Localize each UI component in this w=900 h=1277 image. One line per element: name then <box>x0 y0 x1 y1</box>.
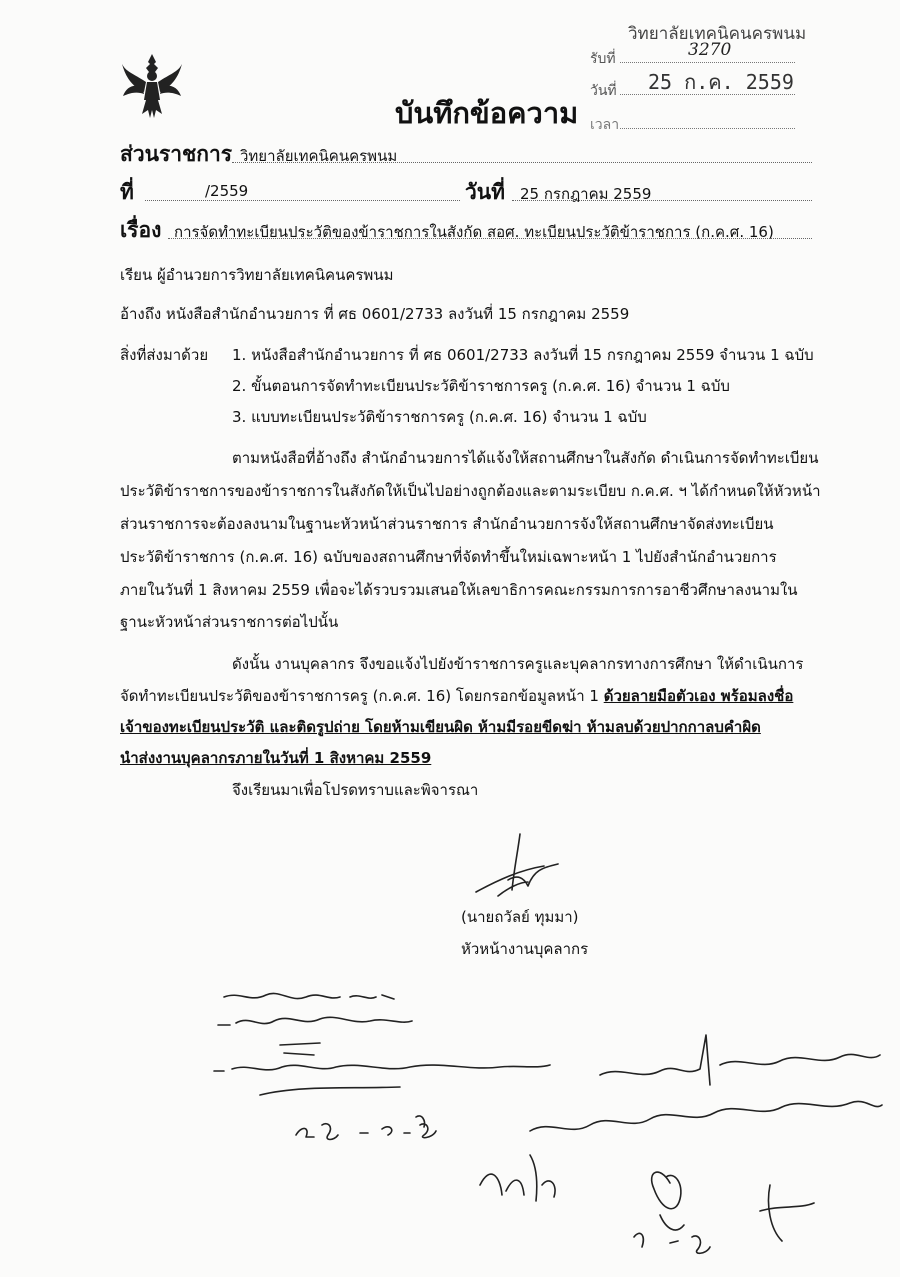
ref-label: ที่ <box>120 180 134 204</box>
date-dotline <box>512 200 812 201</box>
emphasis-text: ด้วยลายมือตัวเอง พร้อมลงชื่อ <box>603 687 794 705</box>
agency-dotline <box>232 162 812 163</box>
body-line: ฐานะหัวหน้าส่วนราชการต่อไปนั้น <box>120 613 339 631</box>
stamp-date-value: 25 ก.ค. 2559 <box>648 70 794 94</box>
receipt-stamp-org: วิทยาลัยเทคนิคนครพนม <box>628 24 807 44</box>
body-line: ดังนั้น งานบุคลากร จึงขอแจ้งไปยังข้าราชการครูและบุคลากรทางการศึกษา ให้ดำเนินการ <box>232 655 804 673</box>
ref-value: /2559 <box>205 182 249 200</box>
body-line: ประวัติข้าราชการของข้าราชการในสังกัดให้เป็นไปอย่างถูกต้องและตามระเบียบ ก.ค.ศ. ฯ ได้กำหนดให้หัวหน้า <box>120 482 821 500</box>
received-dotline <box>620 62 795 63</box>
body-line: ภายในวันที่ 1 สิงหาคม 2559 เพื่อจะได้รวบรวมเสนอให้เลขาธิการคณะกรรมการการอาชีวศึกษาลงนามใน <box>120 581 798 599</box>
received-label: รับที่ <box>590 51 616 67</box>
handwritten-note-right <box>470 1015 890 1265</box>
reference-line: อ้างถึง หนังสือสำนักอำนวยการ ที่ ศธ 0601/2733 ลงวันที่ 15 กรกฎาคม 2559 <box>120 305 630 323</box>
emphasis-line: เจ้าของทะเบียนประวัติ และติดรูปถ่าย โดยห้ามเขียนผิด ห้ามมีรอยขีดฆ่า ห้ามลบด้วยปากกาลบคำผิด <box>120 718 761 736</box>
subject-value: การจัดทำทะเบียนประวัติของข้าราชการในสังกัด สอศ. ทะเบียนประวัติข้าราชการ (ก.ค.ศ. 16) <box>174 223 774 241</box>
body-line: ตามหนังสือที่อ้างถึง สำนักอำนวยการได้แจ้งให้สถานศึกษาในสังกัด ดำเนินการจัดทำทะเบียน <box>232 449 819 467</box>
subject-dotline <box>168 238 812 239</box>
ref-dotline <box>145 200 460 201</box>
body-text: จัดทำทะเบียนประวัติของข้าราชการครู (ก.ค.ศ. 16) โดยกรอกข้อมูลหน้า 1 <box>120 687 604 705</box>
enclosures-label: สิ่งที่ส่งมาด้วย <box>120 346 209 364</box>
signature-scribble <box>468 830 568 910</box>
enclosure-item: 2. ขั้นตอนการจัดทำทะเบียนประวัติข้าราชการครู (ก.ค.ศ. 16) จำนวน 1 ฉบับ <box>232 377 730 395</box>
date-value: 25 กรกฎาคม 2559 <box>520 185 652 203</box>
salutation: เรียน ผู้อำนวยการวิทยาลัยเทคนิคนครพนม <box>120 266 394 284</box>
stamp-time-dotline <box>620 128 795 129</box>
received-number: 3270 <box>688 40 732 60</box>
signer-name: (นายถวัลย์ ทุมมา) <box>461 908 579 926</box>
subject-label: เรื่อง <box>120 218 162 242</box>
enclosure-item: 1. หนังสือสำนักอำนวยการ ที่ ศธ 0601/2733 ลงวันที่ 15 กรกฎาคม 2559 จำนวน 1 ฉบับ <box>232 346 814 364</box>
signer-position: หัวหน้างานบุคลากร <box>461 940 589 958</box>
stamp-date-label: วันที่ <box>590 83 617 99</box>
closing-line: จึงเรียนมาเพื่อโปรดทราบและพิจารณา <box>232 781 479 799</box>
agency-value: วิทยาลัยเทคนิคนครพนม <box>240 147 398 165</box>
enclosure-item: 3. แบบทะเบียนประวัติข้าราชการครู (ก.ค.ศ. 16) จำนวน 1 ฉบับ <box>232 408 647 426</box>
agency-label: ส่วนราชการ <box>120 142 233 166</box>
body-line: ส่วนราชการจะต้องลงนามในฐานะหัวหน้าส่วนราชการ สำนักอำนวยการจังให้สถานศึกษาจัดส่งทะเบียน <box>120 515 774 533</box>
stamp-time-label: เวลา <box>590 117 620 133</box>
date-label: วันที่ <box>465 180 505 204</box>
body-line <box>120 684 793 708</box>
emphasis-line: นำส่งงานบุคลากรภายในวันที่ 1 สิงหาคม 2559 <box>120 749 432 767</box>
document-title: บันทึกข้อความ <box>395 96 579 130</box>
body-line: ประวัติข้าราชการ (ก.ค.ศ. 16) ฉบับของสถานศึกษาที่จัดทำขึ้นใหม่เฉพาะหน้า 1 ไปยังสำนักอำนวยการ <box>120 548 777 566</box>
garuda-emblem <box>120 52 184 122</box>
